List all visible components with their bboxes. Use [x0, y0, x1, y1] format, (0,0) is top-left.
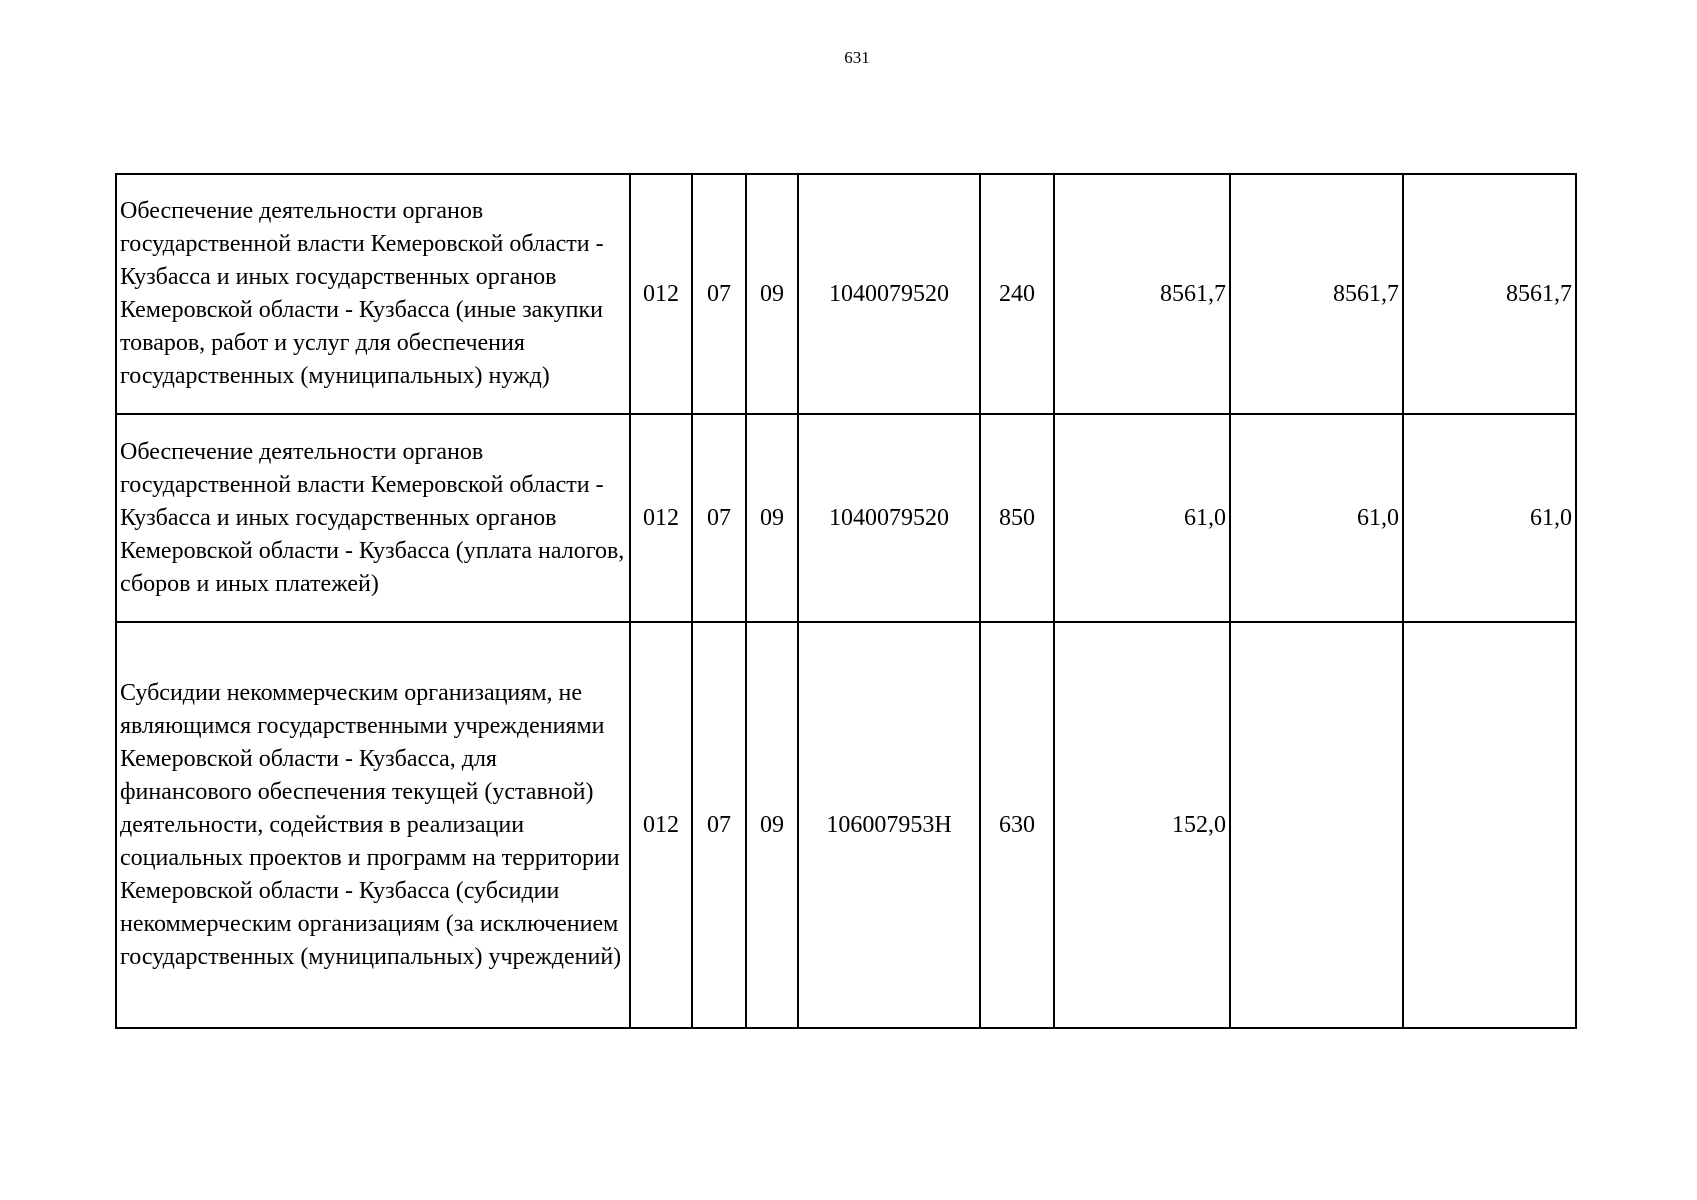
budget-table	[115, 173, 1577, 1029]
row-description: Обеспечение деятельности органов государственной власти Кемеровской области - Кузбасса и иных государственных органов Кемеровской области - Кузбасса (иные закупки товаров, работ и услуг для обеспечения государственных (муниципальных) нужд)	[116, 174, 630, 414]
target-article-code: 1040079520	[798, 174, 980, 414]
subsection-code: 09	[746, 414, 798, 622]
amount-year-2	[1230, 622, 1403, 1028]
amount-year-2: 61,0	[1230, 414, 1403, 622]
amount-year-2: 8561,7	[1230, 174, 1403, 414]
expense-type-code: 850	[980, 414, 1054, 622]
amount-year-3: 8561,7	[1403, 174, 1576, 414]
ministry-code: 012	[630, 174, 692, 414]
section-code: 07	[692, 622, 746, 1028]
row-description: Обеспечение деятельности органов государственной власти Кемеровской области - Кузбасса и иных государственных органов Кемеровской области - Кузбасса (уплата налогов, сборов и иных платежей)	[116, 414, 630, 622]
page-number: 631	[844, 48, 870, 67]
target-article-code: 106007953Н	[798, 622, 980, 1028]
section-code: 07	[692, 414, 746, 622]
target-article-code: 1040079520	[798, 414, 980, 622]
ministry-code: 012	[630, 622, 692, 1028]
table-row	[116, 174, 1576, 414]
amount-year-3: 61,0	[1403, 414, 1576, 622]
amount-year-1: 61,0	[1054, 414, 1230, 622]
ministry-code: 012	[630, 414, 692, 622]
table-row	[116, 414, 1576, 622]
amount-year-1: 152,0	[1054, 622, 1230, 1028]
amount-year-1: 8561,7	[1054, 174, 1230, 414]
subsection-code: 09	[746, 174, 798, 414]
subsection-code: 09	[746, 622, 798, 1028]
table-row	[116, 622, 1576, 1028]
expense-type-code: 240	[980, 174, 1054, 414]
section-code: 07	[692, 174, 746, 414]
row-description: Субсидии некоммерческим организациям, не являющимся государственными учреждениями Кемеровской области - Кузбасса, для финансового обеспечения текущей (уставной) деятельности, содействия в реализации социальных проектов и программ на территории Кемеровской области - Кузбасса (субсидии некоммерческим организациям (за исключением государственных (муниципальных) учреждений)	[116, 622, 630, 1028]
amount-year-3	[1403, 622, 1576, 1028]
expense-type-code: 630	[980, 622, 1054, 1028]
